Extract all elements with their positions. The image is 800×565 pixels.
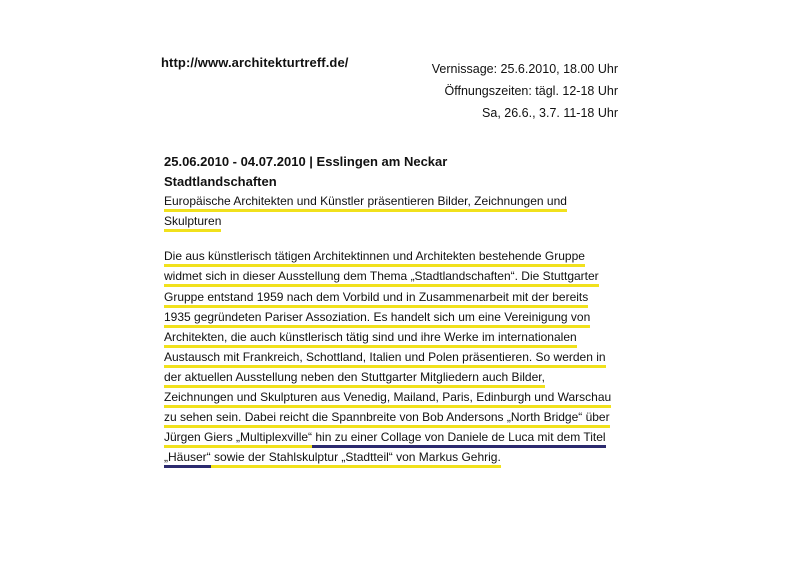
body-line: Architekten, die auch künstlerisch tätig sind und ihre Werke im internationalen (164, 330, 577, 348)
body-line: Austausch mit Frankreich, Schottland, Italien und Polen präsentieren. So werden in (164, 350, 606, 368)
body-text-segment: sowie der Stahlskulptur „Stadtteil“ von Markus Gehrig. (211, 450, 501, 468)
body-line (164, 430, 606, 444)
opening-info (432, 58, 618, 124)
body-line: der aktuellen Ausstellung neben den Stuttgarter Mitgliedern auch Bilder, (164, 370, 545, 388)
body-text-segment: hin zu einer Collage von Daniele de Luca mit dem Titel (312, 430, 606, 448)
body-line: Gruppe entstand 1959 nach dem Vorbild und in Zusammenarbeit mit der bereits (164, 290, 588, 308)
artwork-highlight: Jürgen Giers „Multiplexville“ (164, 430, 312, 448)
saturday-hours-text: Sa, 26.6., 3.7. 11-18 Uhr (482, 106, 618, 120)
event-subtitle-line: Europäische Architekten und Künstler präsentieren Bilder, Zeichnungen und (164, 194, 567, 212)
body-line: Zeichnungen und Skulpturen aus Venedig, Mailand, Paris, Edinburgh und Warschau (164, 390, 611, 408)
body-line: 1935 gegründeten Pariser Assoziation. Es handelt sich um eine Vereinigung von (164, 310, 590, 328)
vernissage-text: Vernissage: 25.6.2010, 18.00 Uhr (431, 62, 618, 76)
artwork-highlight: „Häuser“ (164, 450, 211, 468)
body-line: Die aus künstlerisch tätigen Architektinnen und Architekten bestehende Gruppe (164, 249, 585, 267)
website-url[interactable]: http://www.architekturtreff.de/ (161, 55, 349, 70)
body-line (164, 450, 501, 464)
opening-hours-text: Öffnungszeiten: tägl. 12-18 Uhr (444, 84, 618, 98)
event-title: Stadtlandschaften (164, 174, 277, 189)
body-line: zu sehen sein. Dabei reicht die Spannbreite von Bob Andersons „North Bridge“ über (164, 410, 610, 428)
body-line: widmet sich in dieser Ausstellung dem Thema „Stadtlandschaften“. Die Stuttgarter (164, 269, 599, 287)
event-subtitle-line: Skulpturen (164, 214, 221, 232)
event-date-place: 25.06.2010 - 04.07.2010 | Esslingen am Neckar (164, 154, 448, 169)
